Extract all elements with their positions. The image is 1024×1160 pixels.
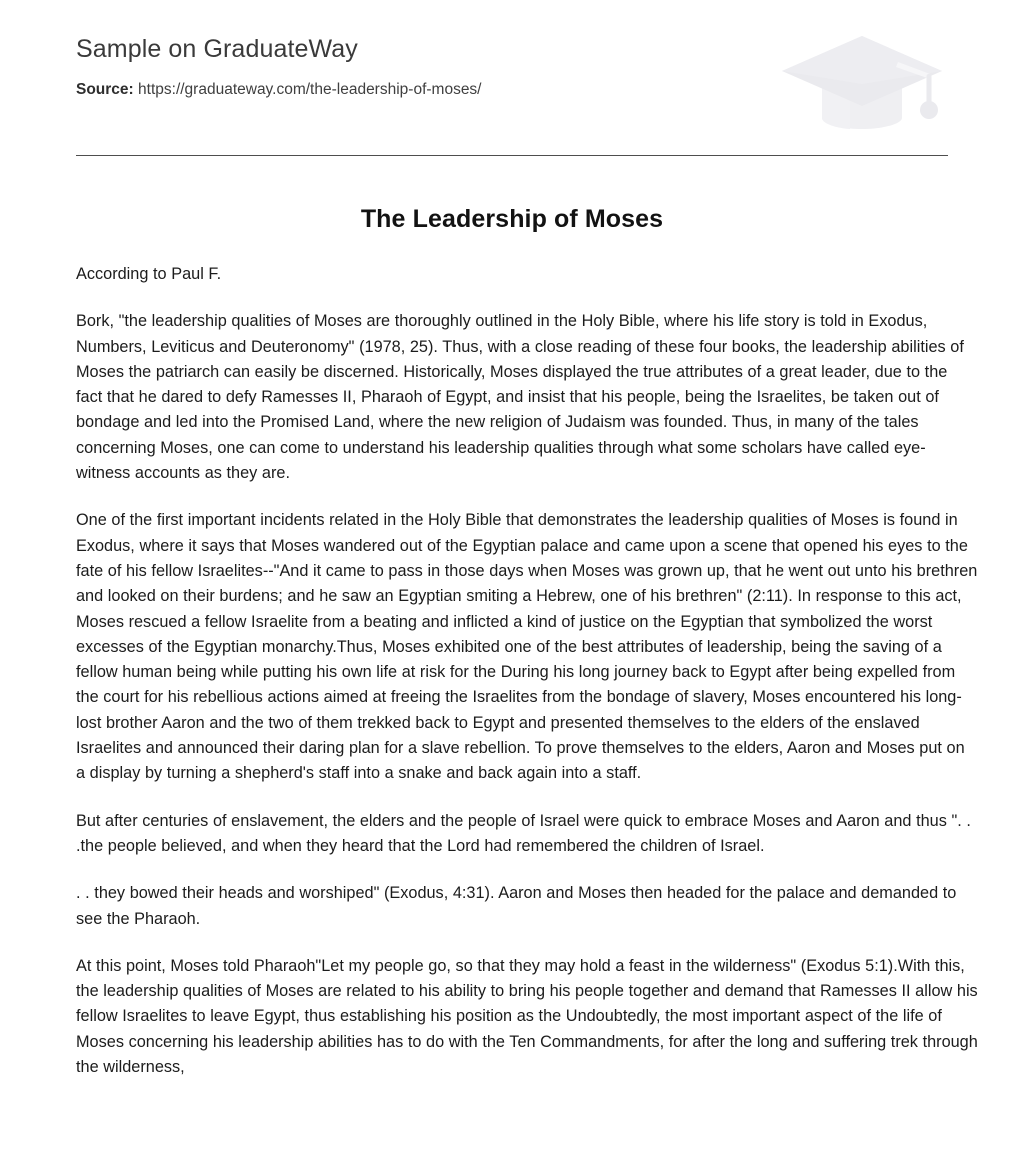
paragraph: At this point, Moses told Pharaoh"Let my people go, so that they may hold a feast in the wilderness" (Exodus 5:1).With this, the leadership qualities of Moses are related to his ability to bring his people together and demand that Ramesses II allow his fellow Israelites to leave Egypt, thus establishing his position as the Undoubtedly, the most important aspect of the life of Moses concerning his leadership abilities has to do with the Ten Commandments, for after the long and suffering trek through the wilderness, <box>76 956 978 1077</box>
page-header <box>76 34 956 100</box>
source-line <box>76 80 956 100</box>
paragraph: . . they bowed their heads and worshiped" (Exodus, 4:31). Aaron and Moses then headed for the palace and demanded to see the Pharaoh. <box>76 884 957 928</box>
source-label: Source: <box>76 81 134 99</box>
paragraph: But after centuries of enslavement, the elders and the people of Israel were quick to embrace Moses and Aaron and thus ". . .the people believed, and when they heard that the Lord had remembered the children of Israel. <box>76 811 971 855</box>
article-body <box>76 262 978 1080</box>
page-title: The Leadership of Moses <box>360 205 664 233</box>
header-divider <box>76 155 948 156</box>
paragraph: According to Paul F. <box>76 265 222 283</box>
brand-title: Sample on GraduateWay <box>76 35 358 63</box>
source-url: https://graduateway.com/the-leadership-of-moses/ <box>138 81 482 99</box>
paragraph: One of the first important incidents related in the Holy Bible that demonstrates the leadership qualities of Moses is found in Exodus, where it says that Moses wandered out of the Egyptian palace and came upon a scene that opened his eyes to the fate of his fellow Israelites--"And it came to pass in those days when Moses was grown up, that he went out unto his brethren and looked on their burdens; and he saw an Egyptian smiting a Hebrew, one of his brethren" (2:11). In response to this act, Moses rescued a fellow Israelite from a beating and inflicted a kind of justice on the Egyptian that symbolized the worst excesses of the Egyptian monarchy.Thus, Moses exhibited one of the best attributes of leadership, being the saving of a fellow human being while putting his own life at risk for the During his long journey back to Egypt after being expelled from the court for his rebellious actions aimed at freeing the Israelites from the bondage of slavery, Moses encountered his long-lost brother Aaron and the two of them trekked back to Egypt and presented themselves to the elders of the enslaved Israelites and announced their daring plan for a slave rebellion. To prove themselves to the elders, Aaron and Moses put on a display by turning a shepherd's staff into a snake and back again into a staff. <box>76 511 978 783</box>
paragraph: Bork, "the leadership qualities of Moses are thoroughly outlined in the Holy Bible, where his life story is told in Exodus, Numbers, Leviticus and Deuteronomy" (1978, 25). Thus, with a close reading of these four books, the leadership abilities of Moses the patriarch can easily be discerned. Historically, Moses displayed the true attributes of a great leader, due to the fact that he dared to defy Ramesses II, Pharaoh of Egypt, and insist that his people, being the Israelites, be taken out of bondage and led into the Promised Land, where the new religion of Judaism was founded. Thus, in many of the tales concerning Moses, one can come to understand his leadership qualities through what some scholars have called eye-witness accounts as they are. <box>76 312 964 483</box>
